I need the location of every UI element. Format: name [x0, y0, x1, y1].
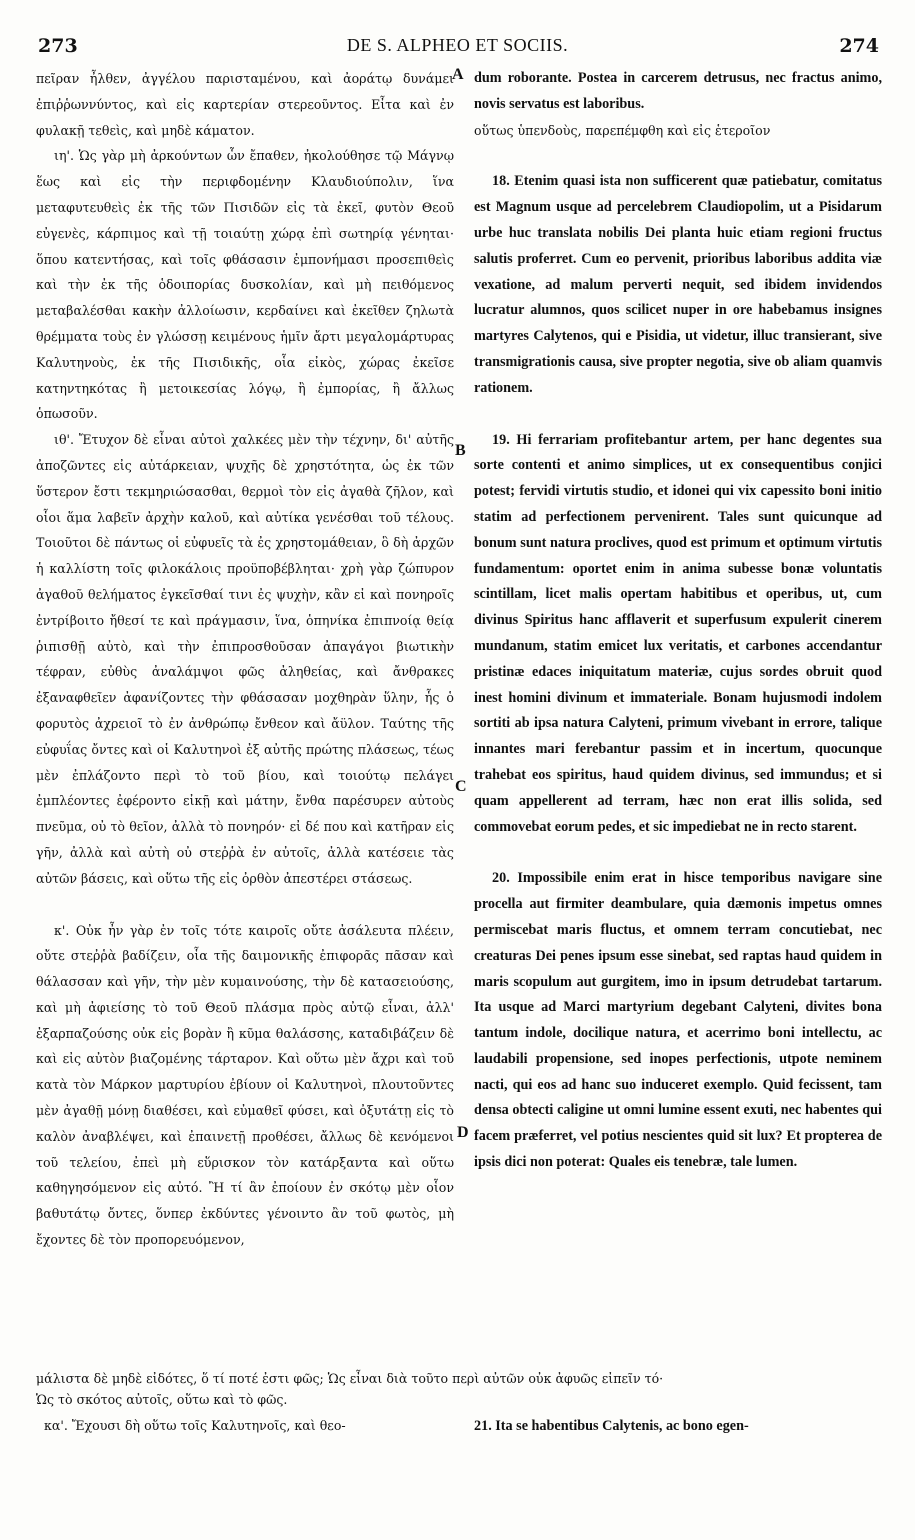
running-title: DE S. ALPHEO ET SOCIIS.: [346, 35, 569, 55]
greek-paragraph-19: ιθ'. Ἔτυχον δὲ εἶναι αὐτοὶ χαλκέες μὲν τὴν τέχνην, δι' αὐτῆς ἀποζῶντες εἰς αὐτάρκειαν, ψυχῆς δὲ χρηστότητα, ὡς ἐκ τῶν ὕστερον ἔστι τεκμηριώσασθαι, θερμοὶ τὸν εἰς ἀγαθὰ ζῆλον, καὶ οἷοι ἅμα λαβεῖν ἀρχὴν καλοῦ, καὶ αὐτίκα γενέσθαι τοῦ τέλους. Τοιοῦτοι δὲ πάντως οἱ εὐφυεῖς τὰ ἐς χρηστομάθειαν, ὃ δὴ ἀρχῶν ἡ καλλίστη τοῖς φιλοκάλοις προϋποβέβληται· χρὴ γὰρ ζώπυρον ἀγαθοῦ θελήματος ἐγκεῖσθαί τινι ἐς ψυχὴν, κἂν εἰ καὶ πονηροῖς ἐντρίβοιτο ἤθεσί τε καὶ πράγμασιν, ἵνα, ὁπηνίκα ἐπιπνοίᾳ θείᾳ ῥιπισθῇ αὐτὸ, καὶ τὴν ἐπιπροσθοῦσαν ἀπαγάγοι βιωτικὴν τέφραν, εὐθὺς ἀναλάμψοι φῶς ἀληθείας, καὶ ἄνθρακες ἐξαναφθεῖεν ἀφανίζοντες τὴν φθάσασαν μοχθηρὰν ὕλην, ἧς ὁ φορυτὸς ἀχρειοῖ τὸ ἐν ἀνθρώπῳ ἔνθεον καὶ ἄϋλον. Ταύτης τῆς εὐφυΐας ὄντες καὶ οἱ Καλυτηνοὶ ἐξ αὐτῆς πρώτης πλάσεως, τέως μὲν ἐπλάζοντο περὶ τὸ τοῦ βίου, καὶ τοιούτῳ πελάγει ἐμπλέοντες ἐφέροντο εἰκῇ καὶ μάτην, ἔνθα παρέσυρεν αὐτοὺς πνεῦμα, οὐ τὸ θεῖον, ἀλλὰ τὸ πονηρόν· εἰ δέ που καὶ κατῆραν εἰς γῆν, ἀλλὰ καὶ αὐτὴ οὐ στεῤῥὰ ἐν αὐτοῖς, ἀλλὰ κατέσειε τὰς αὐτῶν βάσεις, καὶ οὕτω τῆς εἰς ὀρθὸν ἀπεστέρει στάσεως.: [36, 432, 454, 886]
page-number-left: 273: [38, 35, 78, 57]
latin-column: [474, 66, 882, 1176]
greek-paragraph: πεῖραν ἦλθεν, ἀγγέλου παρισταμένου, καὶ ἀοράτῳ δυνάμει ἐπιῤῥωννύντος, καὶ εἰς καρτερίαν στερεοῦντος. Εἶτα καὶ ἐν φυλακῇ τεθεὶς, καὶ μηδὲ κάματον.: [36, 71, 454, 138]
latin-paragraph-21: 21. Ita se habentibus Calytenis, ac bono egen-: [474, 1418, 749, 1434]
greek-column: [36, 66, 454, 1253]
greek-line-carryover: οὕτως ὑπενδοὺς, παρεπέμφθη καὶ εἰς ἑτεροῖον: [474, 122, 771, 138]
greek-paragraph-20: κ'. Οὐκ ἦν γὰρ ἐν τοῖς τότε καιροῖς οὔτε ἀσάλευτα πλέειν, οὔτε στεῤῥὰ βαδίζειν, οἷα τῆς δαιμονικῆς ἐπιφορᾶς πᾶσαν καὶ θάλασσαν καὶ γῆν, τὴν μὲν κυμαινούσης, τὴν δὲ κατασειούσης, καὶ μὴ ἀφιείσης τὸ τοῦ Θεοῦ πλάσμα πρὸς αὐτῷ εἶναι, ἀλλ' ἐξαρπαζούσης οὐκ εἰς βορὰν ἢ κῦμα θαλάσσης, καταδιβάζειν δὲ καὶ εἰς αὐτὸν βιαζομένης τάρταρον. Καὶ οὕτω μὲν ἄχρι καὶ τοῦ κατὰ τὸν Μάρκον μαρτυρίου ἐβίουν οἱ Καλυτηνοὶ, πλουτοῦντες μὲν ἀγαθῇ μόνῃ διαθέσει, καὶ εὐμαθεῖ φύσει, καὶ ὀξυτάτῃ εἰς τὸ καλὸν ἀναβλέψει, καὶ ἐπαινετῇ προθέσει, ἄλλως δὲ κενόμενοι τοῦ τελείου, ἐπεὶ μὴ εὕρισκον τὸν κατάρξαντα καὶ οὕτω καθηγησόμενον εἰς αὐτό. Ἢ τί ἂν ἐποίουν ἐν σκότῳ μὲν οἷον βαθυτάτῳ ὄντες, ὅνπερ ἐκδύντες γένοιντο ἂν τοῦ φωτὸς, μὴ ἔχοντες δὲ τὸν προπορευόμενον,: [36, 922, 454, 1248]
greek-quote-line: Ὡς τὸ σκότος αὐτοῖς, οὕτω καὶ τὸ φῶς.: [36, 1392, 288, 1407]
greek-spanning-line: μάλιστα δὲ μηδὲ εἰδότες, ὅ τί ποτέ ἐστι φῶς; Ὡς εἶναι διὰ τοῦτο περὶ αὐτῶν οὐκ ἀφυῶς εἰπεῖν τό·: [36, 1371, 664, 1386]
latin-paragraph: dum roborante. Postea in carcerem detrusus, nec fractus animo, novis servatus est laboribus.: [474, 70, 882, 112]
page-number-right: 274: [839, 35, 879, 57]
margin-letter-b: B: [455, 442, 466, 459]
latin-paragraph-19: 19. Hi ferrariam profitebantur artem, per hanc degentes sua sorte contenti et animo simplices, ut ex consequentibus conjici potest; fervidi virtutis studio, et idonei qui vix capessito boni initio statim ad perfectionem pervenirent. Tales sunt quicunque ad bonum sunt natura proclives, quod est primum et optimum virtutis fundamentum: oportet enim in anima subesse bonæ voluntatis scintillam, licet malis opertam habitibus et operibus, ut, cum divinus Spiritus hanc afflaverit et superfusum expulerit cinerem mundanum, statim emicet lux veritatis, et carbones accendantur pristinæ edaces iniquitatum materiæ, cujus sordes obruit quod inest homini divinum et immateriale. Bonam hujusmodi indolem sortiti ab ipsa natura Calyteni, primum vivebant in errore, talique innantes mari ferebantur passim et in incertum, quocunque trahebat eos spiritus, haud quidem divinus, sed immundus; et si quam appellerent ad terram, hæc non erat illis solida, sed commovebat eorum pedes, et sic impediebat ne in recto starent.: [474, 431, 882, 835]
margin-letter-d: D: [457, 1124, 469, 1141]
greek-paragraph-21: κα'. Ἔχουσι δὴ οὕτω τοῖς Καλυτηνοῖς, καὶ θεο-: [44, 1418, 346, 1433]
latin-paragraph-20: 20. Impossibile enim erat in hisce temporibus navigare sine procella aut firmiter deambulare, quia dæmonis impetus omnes permiscebat maris fluctus, et omnem terram concutiebat, nec creaturas Dei penes ipsum esse sinebat, sed raptas haud quidem in maris scopulum aut gurgitem, imo in ipsum detrudebat tartarum. Ita usque ad Marci martyrium degebant Calyteni, divites bona tantum indole, docilique natura, et acerrimo boni intellectu, ac laudabili propensione, sed inopes perfectionis, utpote neminem nacti, qui eos ad hanc suo induceret exemplo. Quid fecissent, tam densa obtecti caligine ut omni lumine essent exuti, nec habentes qui facem præferret, vel potius nescientes quid sit lux? Et propterea de ipsis dici non poterat: Quales eis tenebræ, tale lumen.: [474, 870, 882, 1171]
greek-paragraph-18: ιη'. Ὡς γὰρ μὴ ἀρκούντων ὧν ἔπαθεν, ἠκολούθησε τῷ Μάγνῳ ἕως καὶ εἰς τὴν περιφδομένην Κλαυδιούπολιν, ἵνα μεταφυτευθεὶς ἐκ τῆς τῶν Πισιδῶν εἰς τὰ ἐκεῖ, φυτὸν Θεοῦ εὐγενὲς, κάρπιμος καὶ τῇ τοιαύτῃ χώρᾳ ἐπὶ σωτηρίᾳ γένηται· ὅπου κατεντήσας, καὶ τοῖς φθάσασιν ἐμπονήμασι προσεπιθεὶς καὶ τὴν ἐκ τῆς ὁδοιπορίας δυσκολίαν, καὶ μὴ πειθόμενος μεταβαλέσθαι κακὴν ἀλλοίωσιν, κερδαίνει καὶ ἐκεῖθεν ζηλωτὰ θρέμματα τοὺς ἐν γλώσσῃ κειμένους ἡμῖν ἄρτι μεγαλομάρτυρας Καλυτηνοὺς, ἐκ τῆς Πισιδικῆς, οἷα εἰκὸς, χώρας ἐκεῖσε κατηντηκότας ἢ μετοικεσίας λόγῳ, ἢ ἐμπορίας, ἢ ἄλλως ὁπωσοῦν.: [36, 148, 454, 422]
running-header: [0, 35, 915, 65]
margin-letter-c: C: [455, 778, 467, 795]
latin-paragraph-18: 18. Etenim quasi ista non sufficerent quæ patiebatur, comitatus est Magnum usque ad percelebrem Claudiopolim, ut a Pisidarum urbe huc translata nobilis Dei planta huic etiam regioni fructus salutis proferret. Cum eo pervenit, prioribus laboribus addita viæ vexatione, ad malum perverti nequit, sed ibidem invidendos lucratur alumnos, quos scilicet nuper in ore habebamus insignes martyres Calytenos, qui e Pisidia, ut videtur, illuc transierant, sive transmigrationis causa, sive propter negotia, sive ob aliam quamvis rationem.: [474, 173, 882, 396]
margin-letter-a: A: [452, 66, 464, 83]
